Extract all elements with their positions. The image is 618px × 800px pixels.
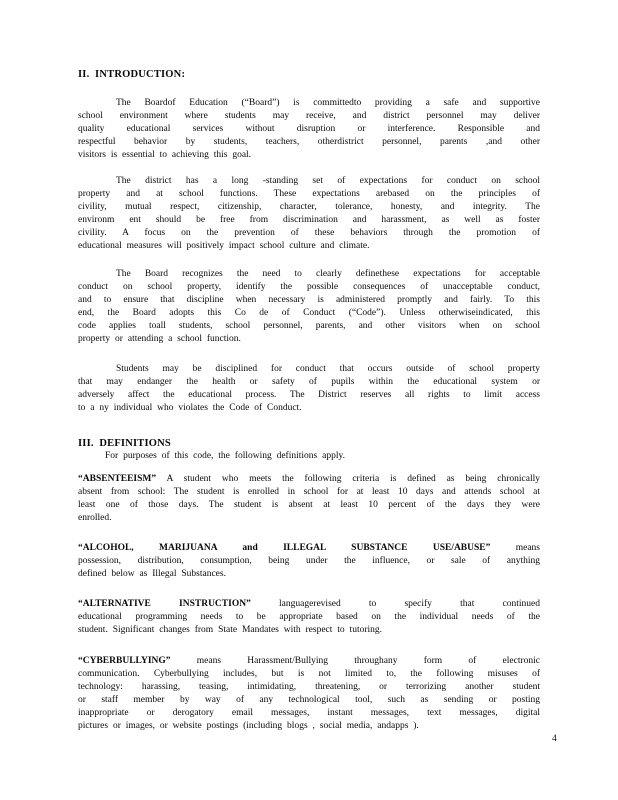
text-line: respectful behavior by students, teachers, otherdistrict personnel, parents ,and other bbox=[78, 137, 540, 147]
document-content bbox=[78, 68, 540, 733]
paragraph bbox=[78, 598, 540, 637]
text-line: environm ent should be free from discrimination and harassment, as well as foster bbox=[78, 215, 540, 225]
text-line: The district has a long -standing set of expectations for conduct on school bbox=[116, 176, 540, 186]
text-line: that may endanger the health or safety of pupils within the educational system or bbox=[78, 377, 540, 387]
text-line: student. Significant changes from State Mandates with respect to tutoring. bbox=[78, 625, 383, 635]
text-line: technology: harassing, teasing, intimidating, threatening, or terrorizing another student bbox=[78, 682, 540, 692]
text-line: code applies toall students, school personnel, parents, and other visitors when on school bbox=[78, 321, 540, 331]
text-line: least one of those days. The student is absent at least 10 percent of the days they were bbox=[78, 500, 540, 510]
text-line: inappropriate or derogatory email messages, instant messages, text messages, digital bbox=[78, 708, 540, 718]
paragraph bbox=[78, 363, 540, 415]
text-line: pictures or images, or website postings (including blogs , social media, andapps ). bbox=[78, 721, 419, 731]
text-line: to a ny individual who violates the Code of Conduct. bbox=[78, 403, 302, 413]
text-line: and to ensure that discipline when necessary is administered promptly and fairly. To this bbox=[78, 295, 540, 305]
text-line: conduct on school property, identify the possible consequences of unacceptable conduct, bbox=[78, 282, 540, 292]
text-line: civility, mutual respect, citizenship, character, tolerance, honesty, and integrity. The bbox=[78, 202, 540, 212]
section-heading: II. INTRODUCTION: bbox=[78, 69, 186, 80]
paragraph bbox=[78, 268, 540, 346]
text-line: property and at school functions. These expectations arebased on the principles of bbox=[78, 189, 540, 199]
text-line: property or attending a school function. bbox=[78, 334, 241, 344]
paragraph bbox=[78, 473, 540, 525]
text-line: end, the Board adopts this Co de of Conduct (“Code”). Unless otherwiseindicated, this bbox=[78, 308, 540, 318]
text-line: communication. Cyberbullying includes, but is not limited to, the following misuses of bbox=[78, 669, 540, 679]
text-line: “CYBERBULLYING” means Harassment/Bullying throughany form of electronic bbox=[78, 656, 540, 666]
text-line: or staff member by way of any technological tool, such as sending or posting bbox=[78, 695, 540, 705]
text-line: visitors is essential to achieving this goal. bbox=[78, 150, 252, 160]
text-line: The Boardof Education (“Board”) is committedto providing a safe and supportive bbox=[116, 98, 540, 108]
section-heading: III. DEFINITIONS bbox=[78, 438, 171, 449]
text-line: adversely affect the educational process. The District reserves all rights to limit access bbox=[78, 390, 540, 400]
text-line: enrolled. bbox=[78, 513, 112, 523]
text-line: defined below as Illegal Substances. bbox=[78, 569, 226, 579]
text-line: “ABSENTEEISM” A student who meets the following criteria is defined as being chronically bbox=[78, 474, 540, 484]
text-line: “ALCOHOL, MARIJUANA and ILLEGAL SUBSTANCE USE/ABUSE” means bbox=[78, 543, 540, 553]
text-line: school environment where students may receive, and district personnel may deliver bbox=[78, 111, 540, 121]
paragraph bbox=[78, 97, 540, 162]
text-line: absent from school: The student is enrolled in school for at least 10 days and attends school at bbox=[78, 487, 540, 497]
paragraph bbox=[78, 655, 540, 733]
page-number: 4 bbox=[552, 734, 557, 744]
text-line: civility. A focus on the prevention of these behaviors through the promotion of bbox=[78, 228, 540, 238]
paragraph bbox=[78, 175, 540, 253]
text-line: quality educational services without disruption or interference. Responsible and bbox=[78, 124, 540, 134]
text-line: educational programming needs to be appropriate based on the individual needs of the bbox=[78, 612, 540, 622]
text-line: The Board recognizes the need to clearly definethese expectations for acceptable bbox=[116, 269, 540, 279]
text-line: For purposes of this code, the following definitions apply. bbox=[105, 451, 345, 461]
text-line: possession, distribution, consumption, being under the influence, or sale of anything bbox=[78, 556, 540, 566]
text-line: Students may be disciplined for conduct that occurs outside of school property bbox=[116, 364, 540, 374]
paragraph bbox=[78, 542, 540, 581]
paragraph bbox=[78, 450, 540, 463]
text-line: educational measures will positively impact school culture and climate. bbox=[78, 241, 370, 251]
text-line: “ALTERNATIVE INSTRUCTION” languagerevised to specify that continued bbox=[78, 599, 540, 609]
